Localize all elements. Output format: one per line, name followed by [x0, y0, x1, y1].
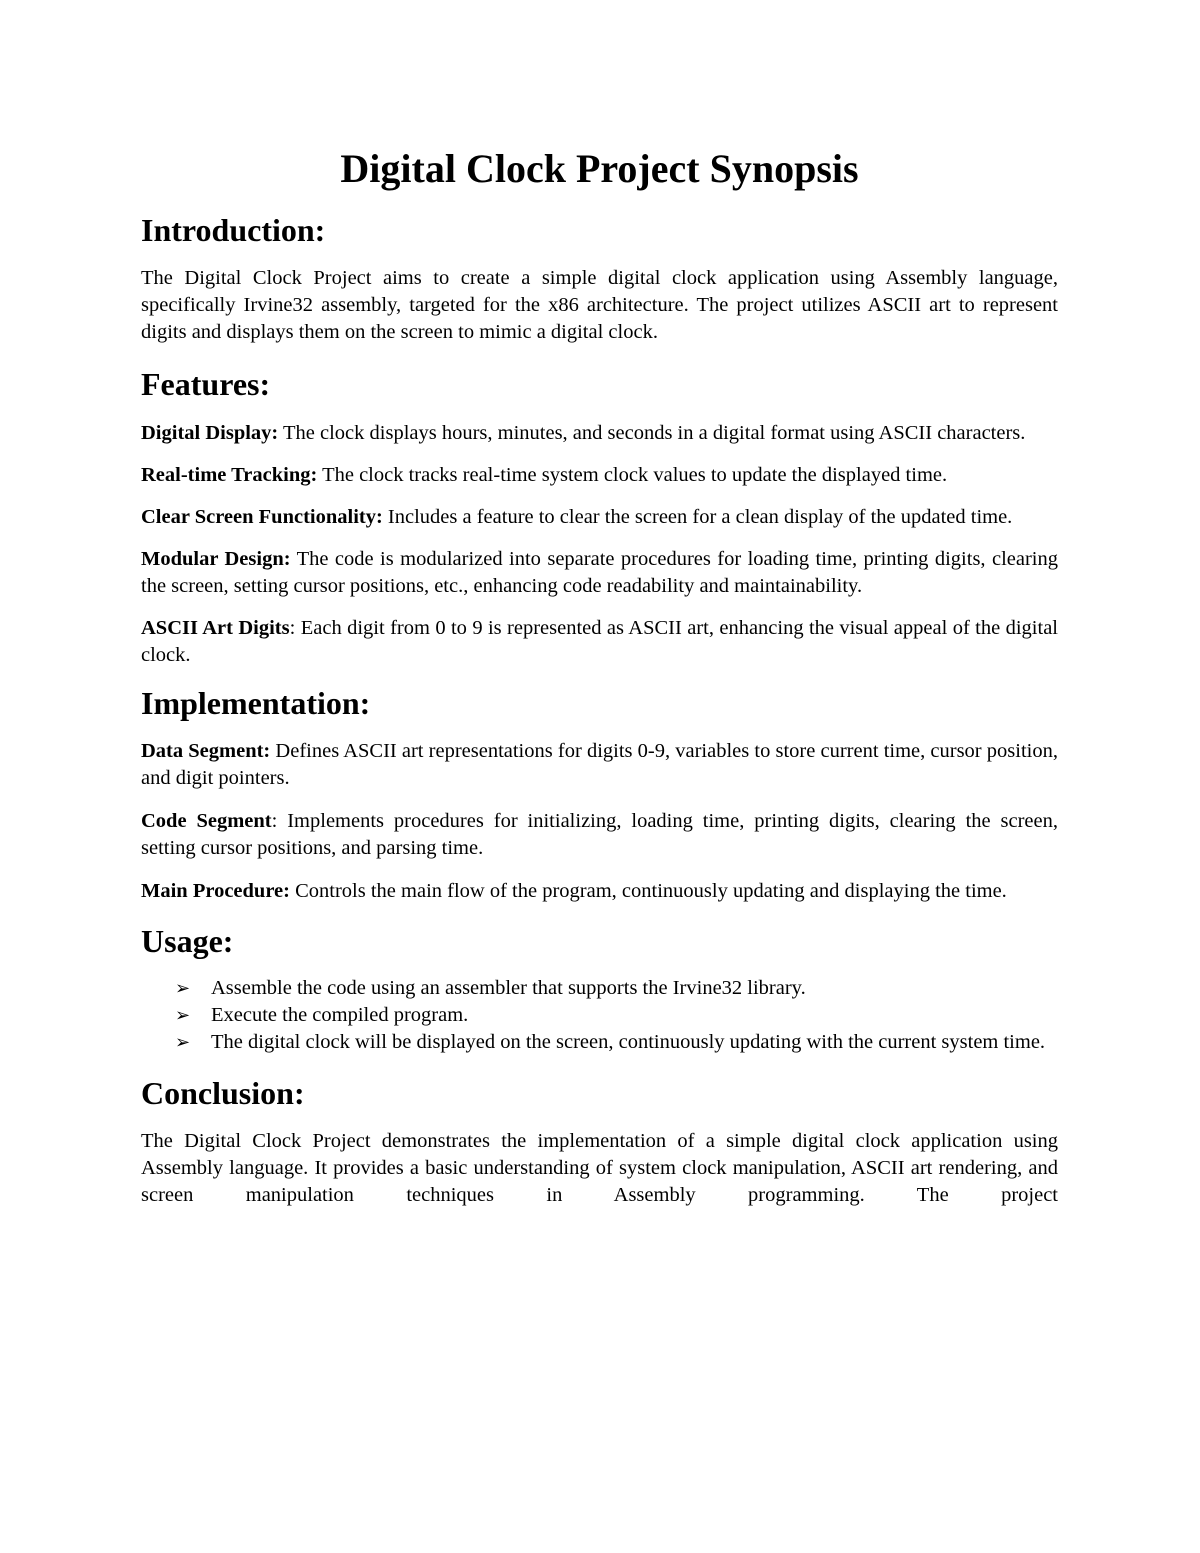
- feature-label: Digital Display:: [141, 422, 279, 444]
- feature-item-digital-display: [141, 420, 1058, 447]
- conclusion-heading: Conclusion:: [141, 1075, 305, 1111]
- feature-label: Clear Screen Functionality:: [141, 506, 383, 528]
- usage-step-text: Assemble the code using an assembler that supports the Irvine32 library.: [211, 977, 806, 999]
- implementation-item-code-segment: [141, 808, 1058, 862]
- introduction-paragraph: The Digital Clock Project aims to create a simple digital clock application using Assembly language, specifically Irvine32 assembly, targeted for the x86 architecture. The project utilizes ASCII art to represent digits and displays them on the screen to mimic a digital clock.: [141, 267, 1058, 343]
- implementation-item-main-procedure: [141, 878, 1058, 905]
- feature-label: Real-time Tracking:: [141, 464, 318, 486]
- document-body: [141, 143, 1058, 1209]
- implementation-text: Controls the main flow of the program, continuously updating and displaying the time.: [289, 880, 1007, 902]
- conclusion-paragraph: The Digital Clock Project demonstrates the implementation of a simple digital clock application using Assembly language. It provides a basic understanding of system clock manipulation, ASCII art rendering, and screen manipulation techniques in Assembly programming. The project: [141, 1130, 1058, 1206]
- feature-item-real-time-tracking: [141, 462, 1058, 489]
- implementation-item-data-segment: [141, 738, 1058, 792]
- feature-item-ascii-art-digits: [141, 615, 1058, 669]
- list-item: [175, 1002, 1058, 1029]
- feature-text: The clock tracks real-time system clock values to update the displayed time.: [317, 464, 948, 486]
- introduction-heading: Introduction:: [141, 212, 326, 248]
- usage-step-text: Execute the compiled program.: [211, 1004, 469, 1026]
- feature-label: Modular Design:: [141, 548, 291, 570]
- feature-label: ASCII Art Digits: [141, 617, 290, 639]
- implementation-text: : Implements procedures for initializing, loading time, printing digits, clearing the screen, setting cursor positions, and parsing time.: [141, 810, 1058, 859]
- feature-text: Includes a feature to clear the screen for a clean display of the updated time.: [382, 506, 1013, 528]
- implementation-label: Code Segment: [141, 810, 272, 832]
- feature-text: : Each digit from 0 to 9 is represented as ASCII art, enhancing the visual appeal of the digital clock.: [141, 617, 1058, 666]
- implementation-label: Data Segment:: [141, 740, 271, 762]
- features-heading: Features:: [141, 366, 271, 402]
- implementation-text: Defines ASCII art representations for digits 0-9, variables to store current time, cursor position, and digit pointers.: [141, 740, 1058, 789]
- implementation-heading: Implementation:: [141, 685, 371, 721]
- feature-item-clear-screen: [141, 504, 1058, 531]
- usage-heading: Usage:: [141, 923, 234, 959]
- arrow-bullet-icon: ➢: [175, 1032, 191, 1053]
- arrow-bullet-icon: ➢: [175, 1005, 191, 1026]
- list-item: [175, 975, 1058, 1002]
- arrow-bullet-icon: ➢: [175, 978, 191, 999]
- usage-step-text: The digital clock will be displayed on the screen, continuously updating with the current system time.: [211, 1031, 1046, 1053]
- implementation-label: Main Procedure:: [141, 880, 290, 902]
- feature-text: The code is modularized into separate procedures for loading time, printing digits, clearing the screen, setting cursor positions, etc., enhancing code readability and maintainability.: [141, 548, 1058, 597]
- usage-list: [141, 975, 1058, 1056]
- feature-item-modular-design: [141, 546, 1058, 600]
- document-title: Digital Clock Project Synopsis: [340, 146, 859, 191]
- list-item: [175, 1029, 1058, 1056]
- feature-text: The clock displays hours, minutes, and seconds in a digital format using ASCII characters.: [278, 422, 1026, 444]
